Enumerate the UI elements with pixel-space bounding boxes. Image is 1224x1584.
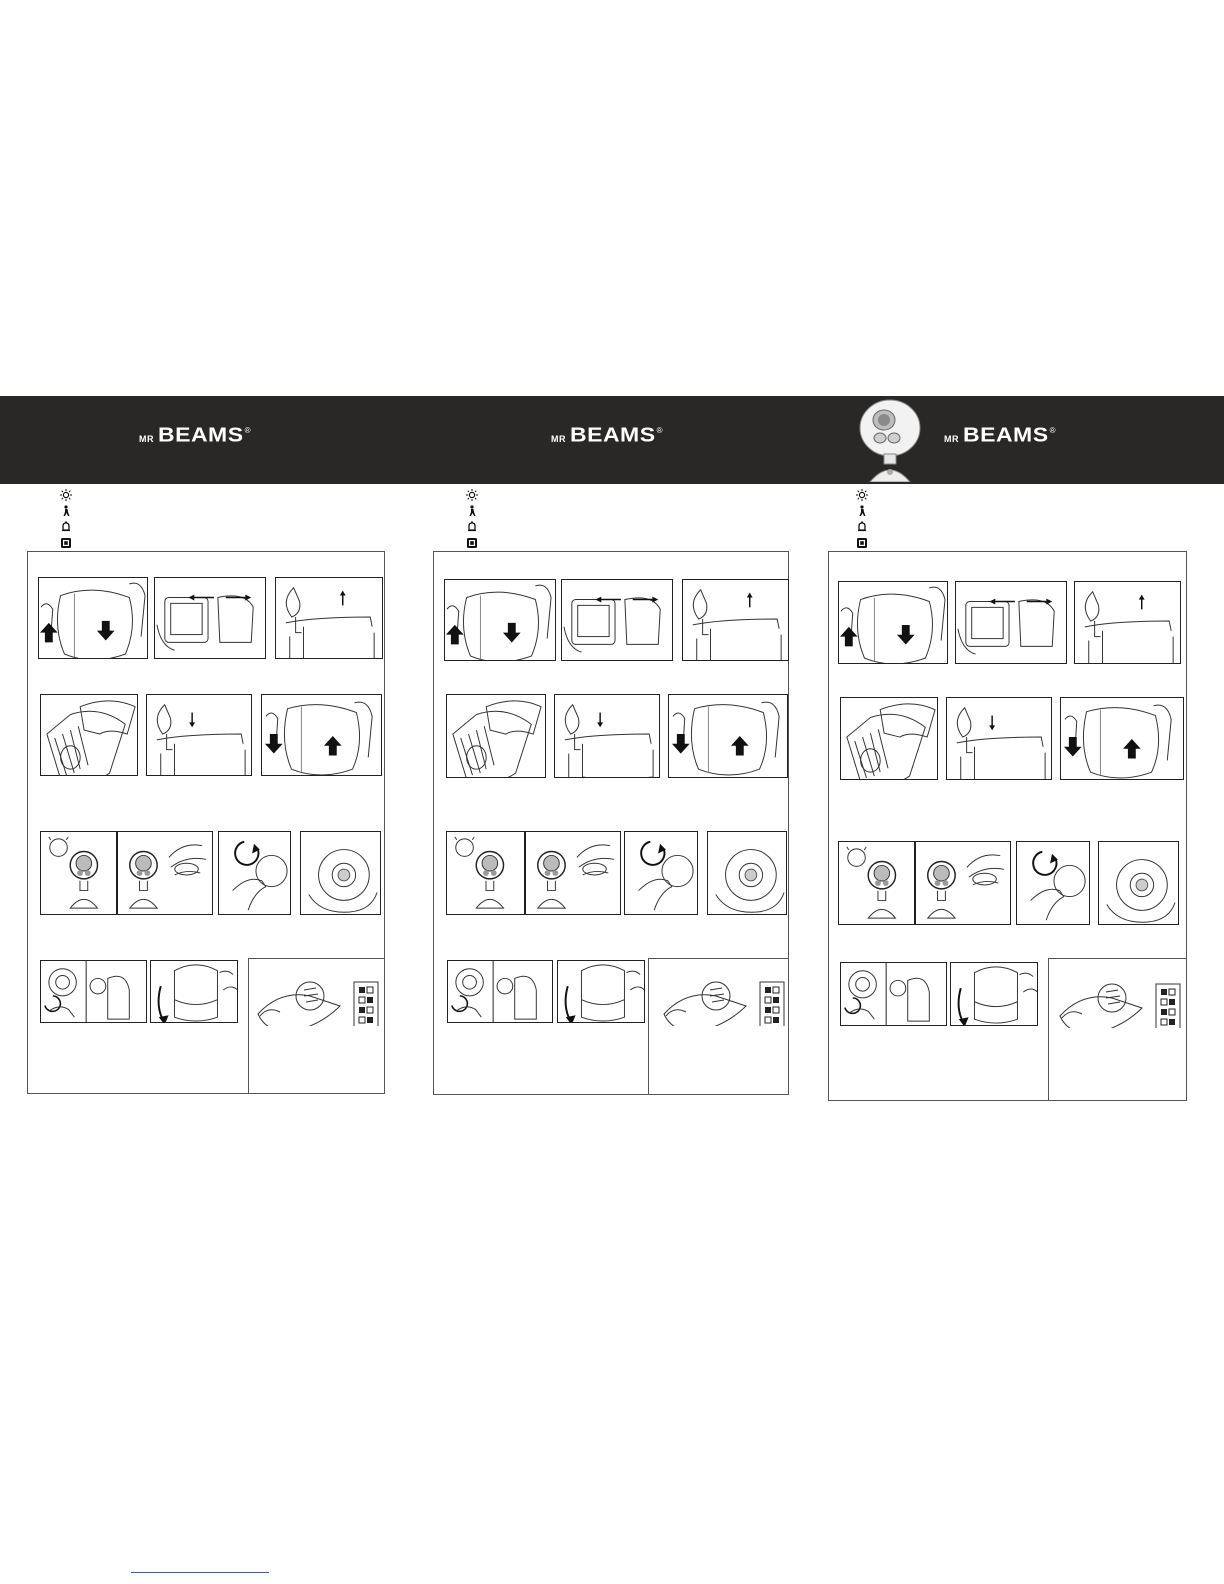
illustration-alarm bbox=[838, 841, 915, 925]
logo-name: BEAMS bbox=[570, 422, 656, 446]
illustration-tilt bbox=[950, 962, 1038, 1026]
mode-icons-right bbox=[856, 488, 872, 552]
sun-icon bbox=[856, 488, 868, 500]
illustration-tilt bbox=[150, 960, 238, 1023]
illustration-rotate bbox=[1016, 841, 1090, 925]
illustration-slide bbox=[561, 579, 673, 661]
illustration-clip bbox=[554, 694, 660, 778]
illustration-cover2 bbox=[1060, 697, 1184, 780]
illustration-tilt bbox=[557, 960, 645, 1023]
divider bbox=[248, 958, 249, 1094]
illustration-cover2 bbox=[668, 694, 788, 778]
bell-icon bbox=[466, 520, 478, 532]
illustration-ball bbox=[1098, 841, 1179, 925]
person-motion-icon bbox=[856, 504, 868, 516]
illustration-lift bbox=[682, 579, 789, 661]
divider bbox=[1048, 958, 1187, 959]
illustration-lift bbox=[1074, 581, 1181, 664]
person-motion-icon bbox=[60, 504, 72, 516]
illustration-cover1 bbox=[38, 577, 148, 659]
logo-mark: ® bbox=[1049, 426, 1056, 435]
link-underline[interactable] bbox=[131, 1572, 269, 1573]
logo-name: BEAMS bbox=[963, 422, 1049, 446]
logo-mark: ® bbox=[656, 426, 663, 435]
illustration-ball bbox=[707, 831, 787, 915]
illustration-cover1 bbox=[838, 581, 948, 664]
illustration-alarm bbox=[40, 831, 117, 915]
illustration-wave bbox=[915, 841, 1011, 925]
illustration-mount bbox=[447, 960, 553, 1023]
illustration-clip bbox=[146, 694, 252, 776]
bell-icon bbox=[60, 520, 72, 532]
illustration-cover1 bbox=[444, 579, 556, 661]
illustration-batt bbox=[446, 694, 546, 778]
divider bbox=[248, 958, 385, 959]
divider bbox=[1048, 958, 1049, 1101]
mode-icons-left bbox=[60, 488, 76, 552]
illustration-slide bbox=[154, 577, 266, 659]
spotlight-device-image bbox=[858, 398, 922, 482]
illustration-dip bbox=[250, 966, 382, 1026]
illustration-slide bbox=[955, 581, 1067, 664]
illustration-batt bbox=[40, 694, 138, 776]
sun-icon bbox=[60, 488, 72, 500]
illustration-batt bbox=[840, 697, 938, 780]
person-motion-icon bbox=[466, 504, 478, 516]
logo-name: BEAMS bbox=[158, 422, 244, 446]
battery-icon bbox=[60, 536, 72, 548]
logo-prefix: MR bbox=[551, 434, 566, 444]
divider bbox=[648, 958, 789, 959]
sun-icon bbox=[466, 488, 478, 500]
divider bbox=[648, 958, 649, 1095]
illustration-rotate bbox=[218, 831, 291, 915]
illustration-clip bbox=[946, 697, 1052, 780]
illustration-wave bbox=[525, 831, 621, 915]
brand-logo-left bbox=[139, 421, 250, 445]
mode-icons-center bbox=[466, 488, 482, 552]
logo-prefix: MR bbox=[139, 434, 154, 444]
illustration-lift bbox=[275, 577, 383, 659]
illustration-ball bbox=[300, 831, 381, 915]
illustration-rotate bbox=[624, 831, 698, 915]
bell-icon bbox=[856, 520, 868, 532]
brand-logo-center bbox=[551, 421, 662, 445]
illustration-alarm bbox=[446, 831, 525, 915]
logo-prefix: MR bbox=[944, 434, 959, 444]
illustration-dip bbox=[1052, 968, 1182, 1028]
illustration-mount bbox=[40, 960, 147, 1023]
illustration-wave bbox=[117, 831, 213, 915]
illustration-mount bbox=[840, 962, 947, 1026]
illustration-cover2 bbox=[261, 694, 382, 776]
battery-icon bbox=[466, 536, 478, 548]
battery-icon bbox=[856, 536, 868, 548]
logo-mark: ® bbox=[244, 426, 251, 435]
illustration-dip bbox=[656, 966, 788, 1026]
brand-logo-right bbox=[944, 421, 1055, 445]
